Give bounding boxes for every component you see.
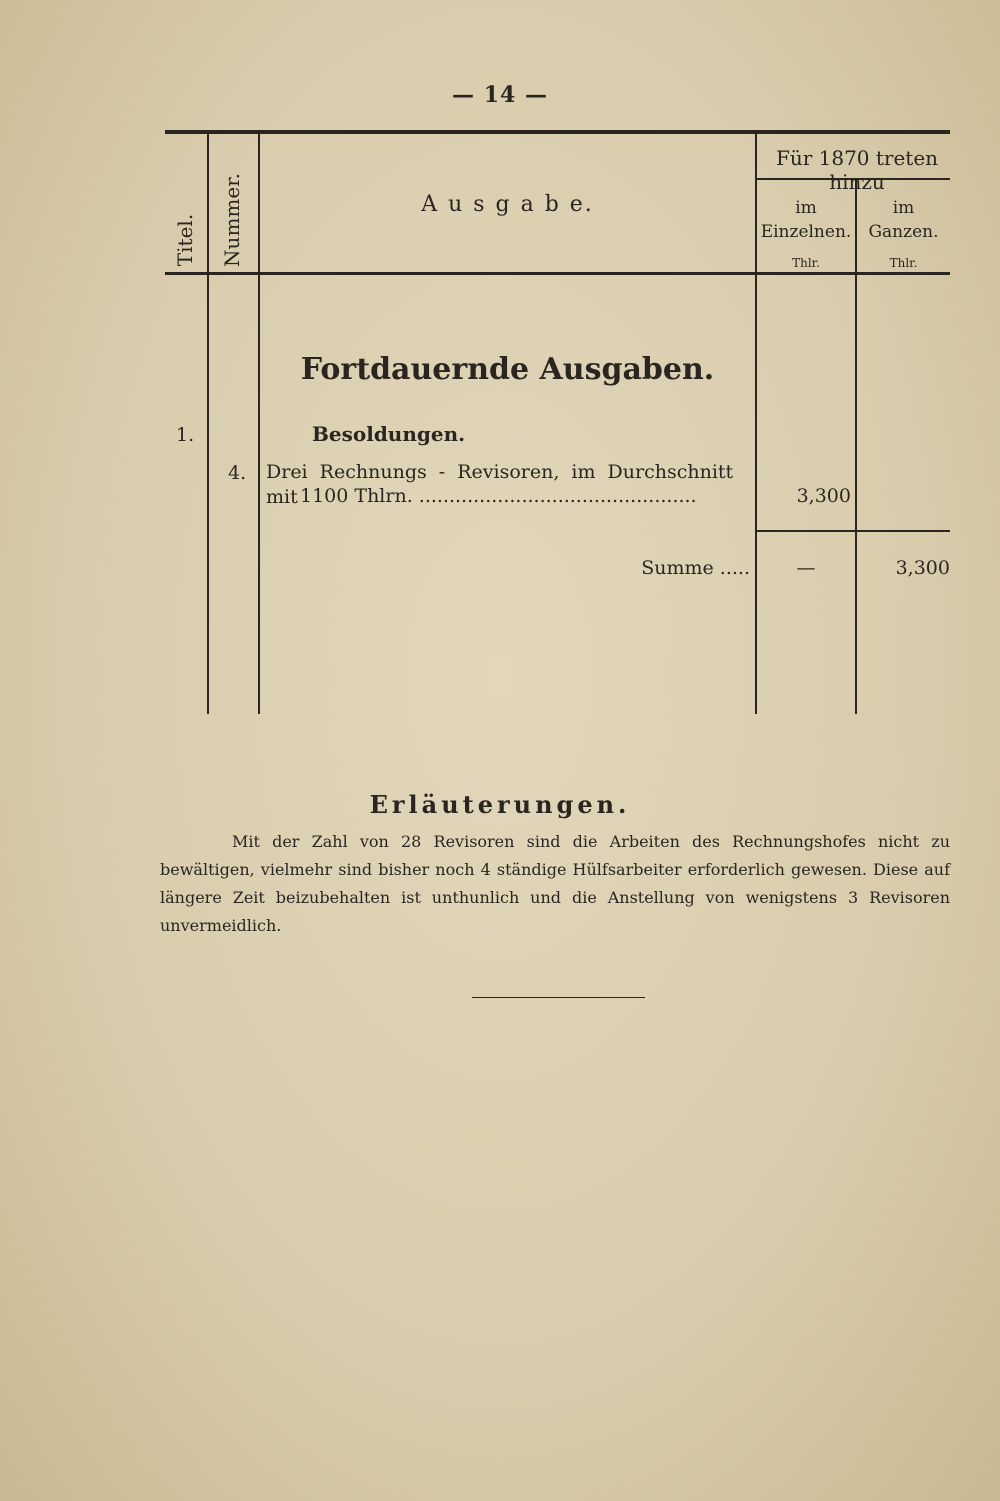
row-label-besoldungen: Besoldungen. xyxy=(312,422,466,446)
table-header-rule xyxy=(165,272,950,275)
sum-rule xyxy=(757,530,950,532)
column-divider xyxy=(258,134,260,714)
summe-label: Summe ..... xyxy=(641,557,750,579)
summe-ganzen: 3,300 xyxy=(895,557,950,579)
section-title: Fortdauernde Ausgaben. xyxy=(300,352,715,387)
group-header: Für 1870 treten hinzu xyxy=(775,146,939,194)
closing-rule xyxy=(472,997,645,998)
row-value-einzelnen: 3,300 xyxy=(796,485,851,507)
column-divider xyxy=(207,134,209,714)
row-titel-number: 1. xyxy=(176,424,195,446)
page-number: — 14 — xyxy=(452,82,548,108)
column-header-einzelnen-text: im Einzelnen. xyxy=(760,198,852,242)
unit-ganzen: Thlr. xyxy=(889,256,918,270)
row-text-line1: Drei Rechnungs - Revisoren, im Durchschnitt mit xyxy=(266,461,734,508)
column-header-ganzen xyxy=(857,196,950,244)
summe-einzelnen: — xyxy=(796,557,816,579)
column-header-ausgabe: A u s g a b e. xyxy=(421,192,594,217)
row-nummer: 4. xyxy=(228,462,247,484)
explanations-heading: Erläuterungen. xyxy=(369,790,631,819)
explanations-text: Mit der Zahl von 28 Revisoren sind die Arbeiten des Rechnungshofes nicht zu bewältigen, vielmehr sind bisher noch 4 ständige Hülfsarbeiter erforderlich gewesen. Diese auf längere Zeit beizubehalten ist unthunlich und die Anstellung von wenigstens 3 Revisoren unvermeidlich. xyxy=(160,832,950,935)
unit-einzelnen: Thlr. xyxy=(792,256,820,270)
column-header-einzelnen xyxy=(757,196,855,244)
column-header-nummer: Nummer. xyxy=(220,173,244,267)
table-top-rule xyxy=(165,130,950,134)
column-header-titel: Titel. xyxy=(173,213,197,267)
row-text-line2: 1100 Thlrn. .............................................. xyxy=(300,485,697,507)
column-header-ganzen-text: im Ganzen. xyxy=(868,198,939,242)
